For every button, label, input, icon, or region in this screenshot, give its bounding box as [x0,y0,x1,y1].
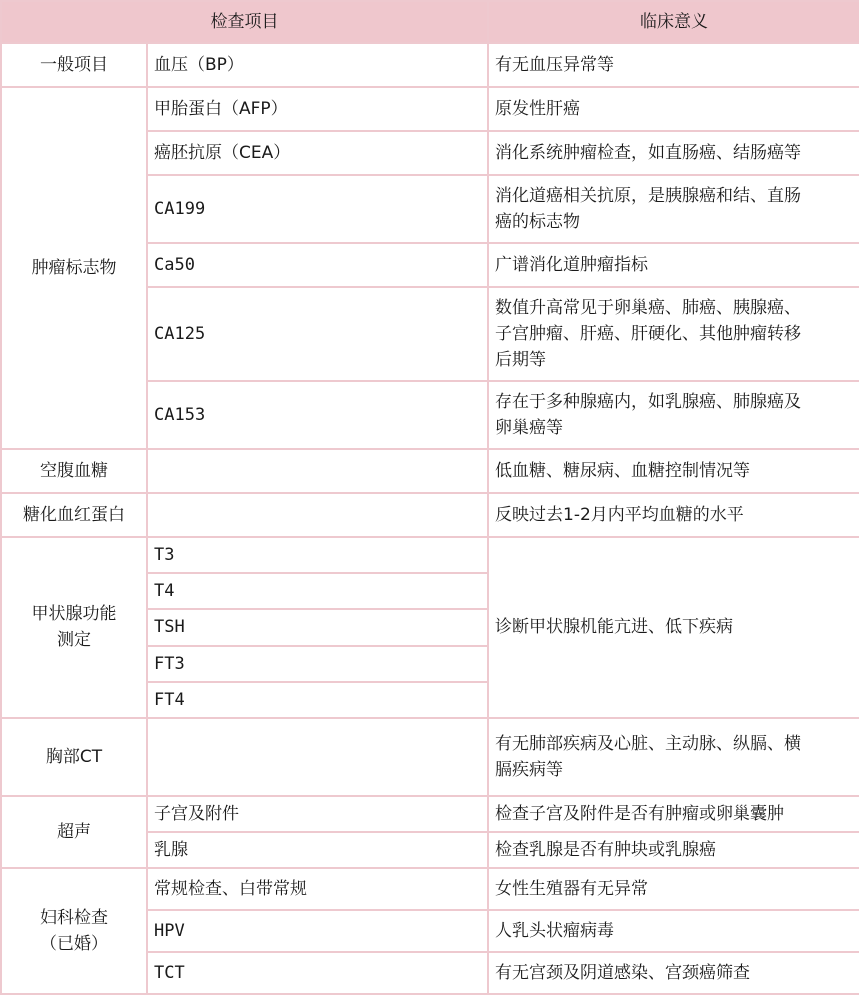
category-line: （已婚） [40,933,108,954]
category-line: 甲状腺功能 [31,604,117,625]
category-line: 妇科检查 [40,907,108,928]
item-cell [147,493,488,537]
item-cell: Ca50 [147,243,488,287]
meaning-line: 消化道癌相关抗原，是胰腺癌和结、直肠 [495,186,801,207]
item-cell: TSH [147,609,488,645]
header-clinical-meaning: 临床意义 [488,1,859,43]
category-cell [1,868,147,994]
meaning-line: 子宫肿瘤、肝癌、肝硬化、其他肿瘤转移 [495,324,801,345]
item-cell: 癌胚抗原（CEA） [147,131,488,175]
item-cell: T3 [147,537,488,573]
meaning-line: 数值升高常见于卵巢癌、肺癌、胰腺癌、 [495,298,801,319]
meaning-line: 有无肺部疾病及心脏、主动脉、纵膈、横 [495,733,801,754]
item-cell: CA153 [147,381,488,449]
item-cell: 子宫及附件 [147,796,488,832]
meaning-cell: 低血糖、糖尿病、血糖控制情况等 [488,449,859,493]
item-cell: 乳腺 [147,832,488,868]
meaning-cell [488,381,859,449]
item-cell [147,449,488,493]
item-cell: TCT [147,952,488,994]
meaning-cell: 反映过去1-2月内平均血糖的水平 [488,493,859,537]
item-cell: CA125 [147,287,488,381]
meaning-line: 存在于多种腺癌内，如乳腺癌、肺腺癌及 [495,392,801,413]
item-cell: FT3 [147,646,488,682]
meaning-cell: 有无血压异常等 [488,43,859,87]
meaning-line: 癌的标志物 [495,212,580,233]
meaning-cell [488,287,859,381]
meaning-line: 后期等 [495,350,546,371]
meaning-cell: 消化系统肿瘤检查，如直肠癌、结肠癌等 [488,131,859,175]
table-row [1,493,859,537]
meaning-cell: 诊断甲状腺机能亢进、低下疾病 [488,537,859,717]
item-cell: 血压（BP） [147,43,488,87]
category-cell: 超声 [1,796,147,868]
item-cell [147,718,488,796]
header-exam-item: 检查项目 [1,1,488,43]
table-row [1,43,859,87]
item-cell: HPV [147,910,488,952]
category-cell: 空腹血糖 [1,449,147,493]
meaning-cell: 原发性肝癌 [488,87,859,131]
table-row [1,537,859,573]
meaning-cell: 有无宫颈及阴道感染、宫颈癌筛查 [488,952,859,994]
item-cell: 常规检查、白带常规 [147,868,488,910]
meaning-line: 膈疾病等 [495,759,563,780]
item-cell: CA199 [147,175,488,243]
table-row [1,449,859,493]
meaning-cell: 人乳头状瘤病毒 [488,910,859,952]
meaning-cell: 检查子宫及附件是否有肿瘤或卵巢囊肿 [488,796,859,832]
header-row [1,1,859,43]
meaning-line: 卵巢癌等 [495,418,563,439]
meaning-cell [488,718,859,796]
category-cell: 糖化血红蛋白 [1,493,147,537]
meaning-cell: 检查乳腺是否有肿块或乳腺癌 [488,832,859,868]
category-cell: 一般项目 [1,43,147,87]
meaning-cell: 女性生殖器有无异常 [488,868,859,910]
table-row [1,796,859,832]
meaning-cell: 广谱消化道肿瘤指标 [488,243,859,287]
category-cell: 肿瘤标志物 [1,87,147,449]
category-line: 测定 [57,630,91,651]
meaning-cell [488,175,859,243]
category-cell: 胸部CT [1,718,147,796]
table-row [1,718,859,796]
item-cell: T4 [147,573,488,609]
category-cell [1,537,147,717]
table-row [1,868,859,910]
item-cell: FT4 [147,682,488,718]
table-row [1,87,859,131]
item-cell: 甲胎蛋白（AFP） [147,87,488,131]
